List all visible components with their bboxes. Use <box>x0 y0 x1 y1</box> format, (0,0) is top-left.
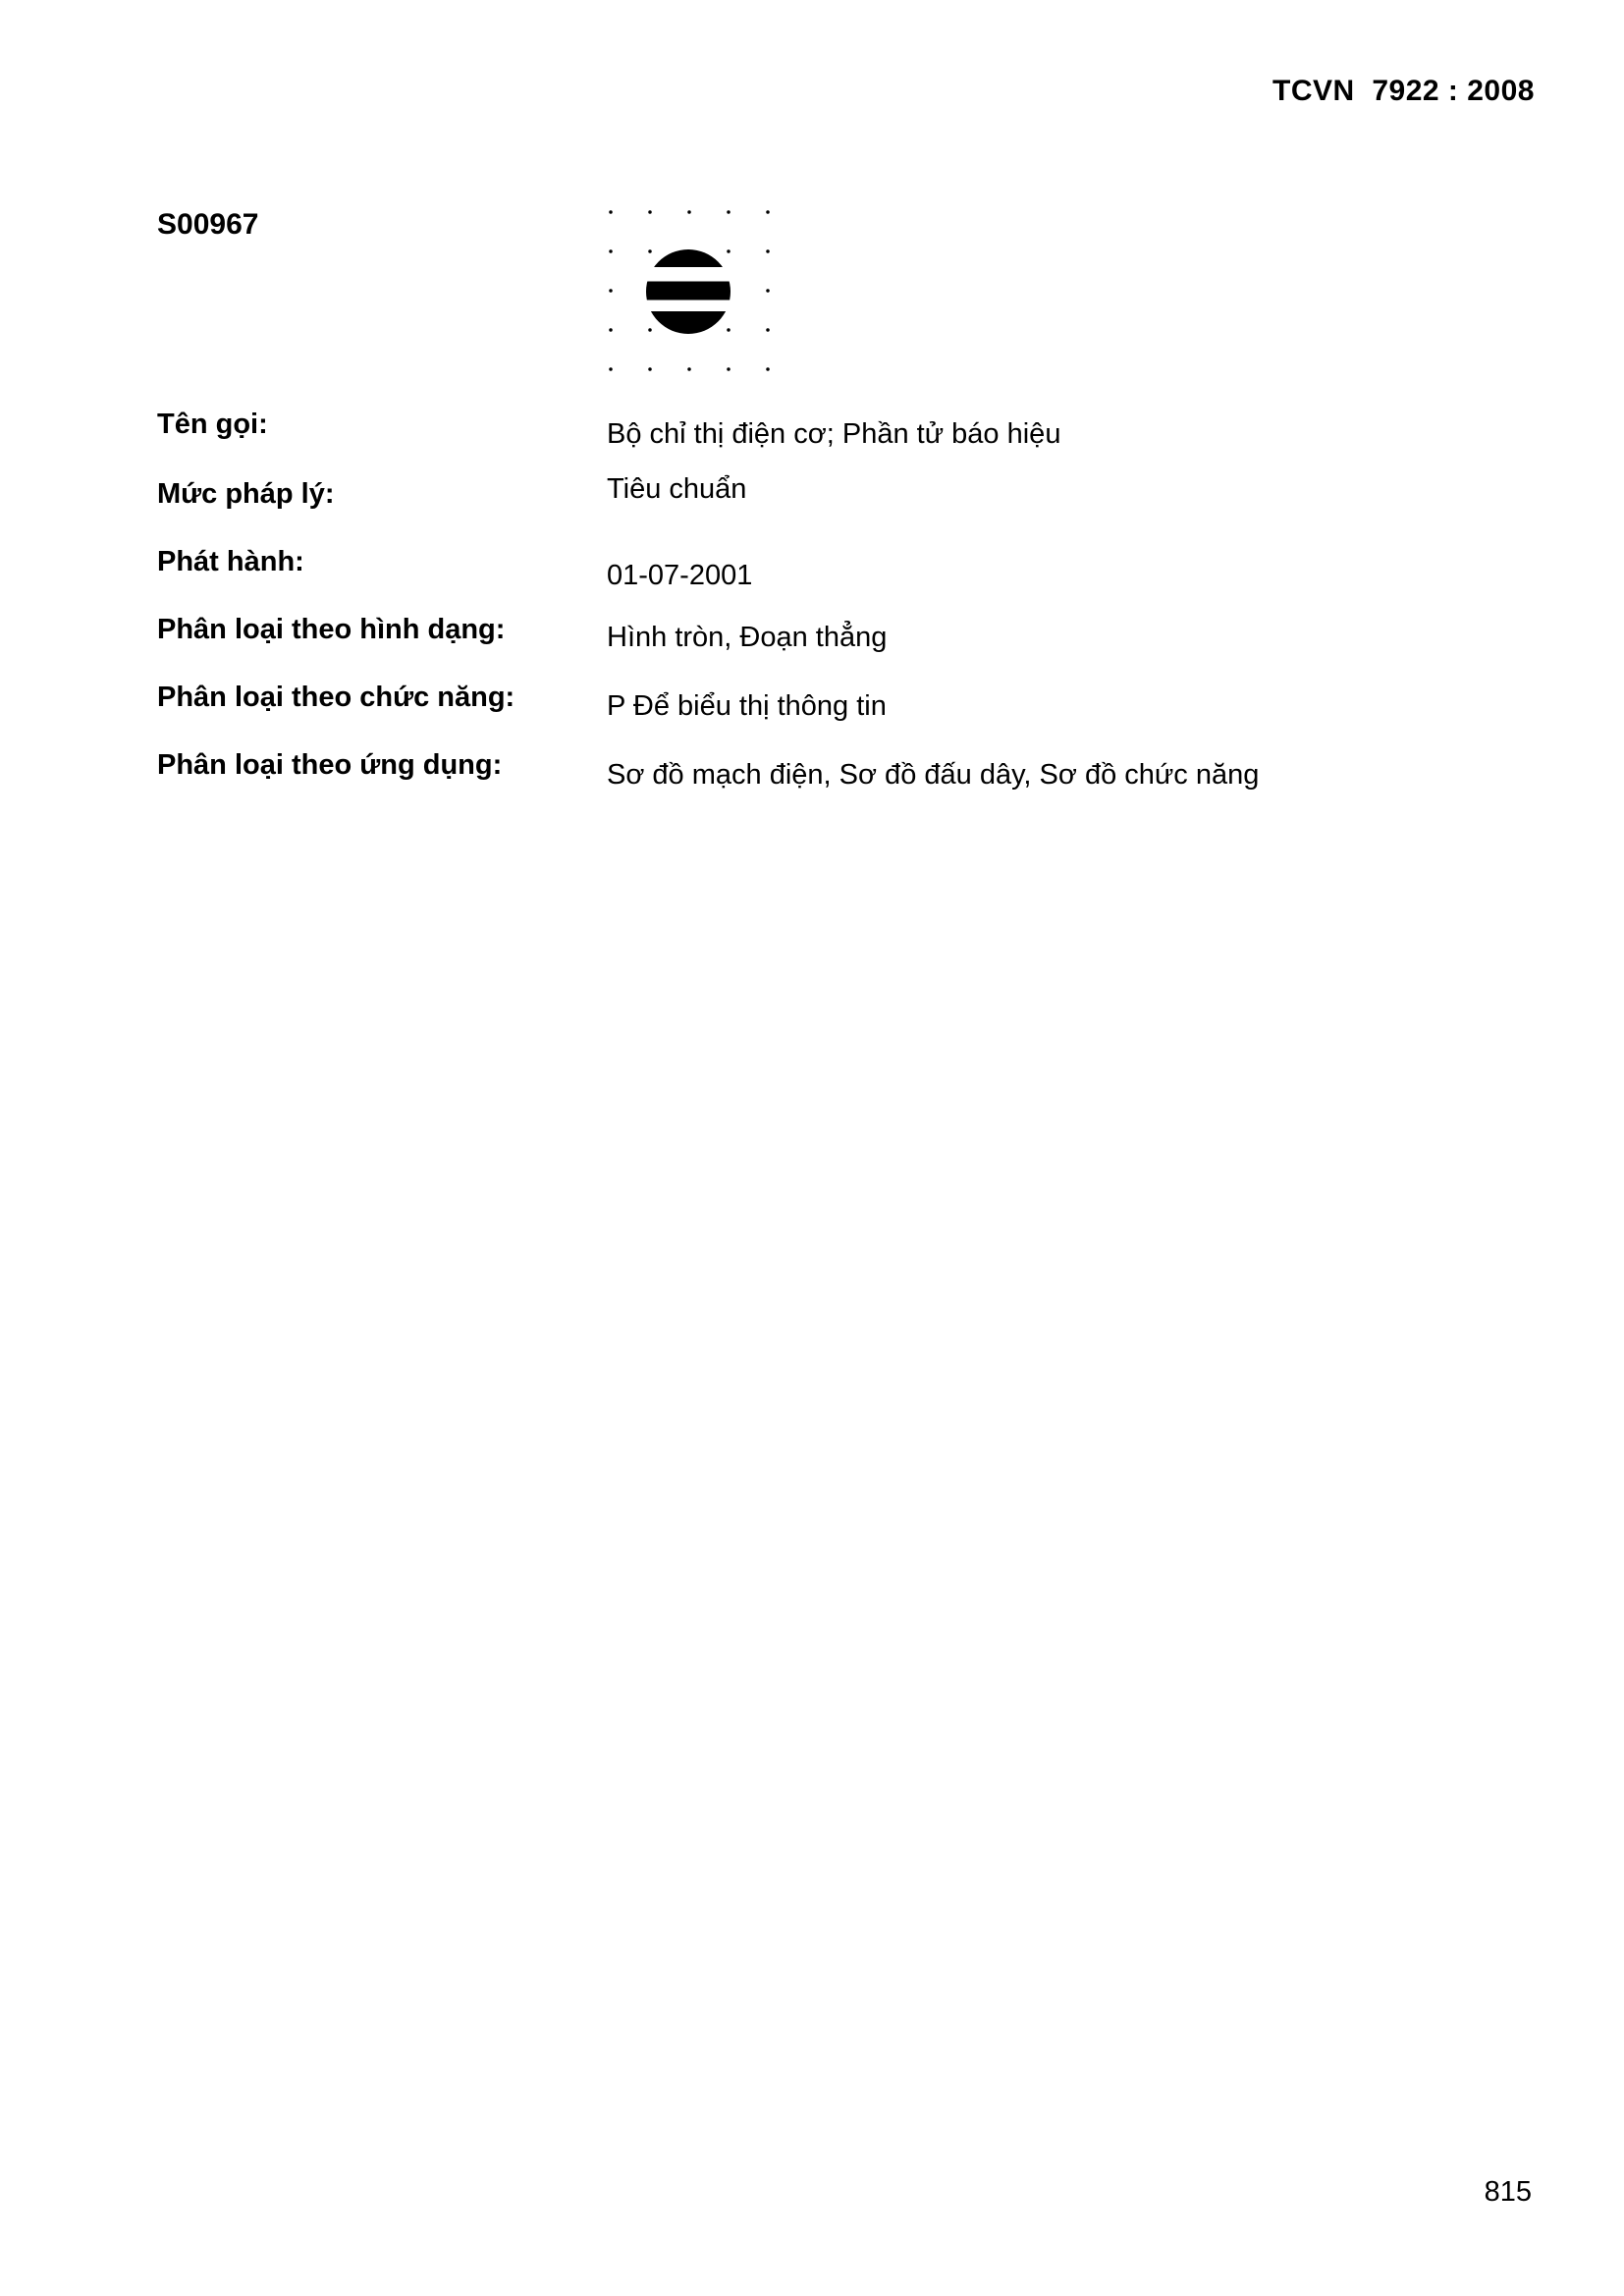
symbol-figure <box>609 210 772 373</box>
field-label: Phân loại theo hình dạng: <box>157 614 506 645</box>
field-row <box>0 409 1624 448</box>
symbol-id: S00967 <box>157 208 259 241</box>
field-value: Sơ đồ mạch điện, Sơ đồ đấu dây, Sơ đồ chức năng <box>607 759 1260 791</box>
field-label: Phân loại theo ứng dụng: <box>157 749 503 781</box>
field-value: Hình tròn, Đoạn thẳng <box>607 622 888 653</box>
field-value: P Để biểu thị thông tin <box>607 690 887 722</box>
field-row <box>0 614 1624 653</box>
page-number: 815 <box>1484 2176 1532 2208</box>
field-row <box>0 473 1624 518</box>
field-row <box>0 682 1624 721</box>
field-label: Mức pháp lý: <box>157 478 335 510</box>
field-row <box>0 546 1624 591</box>
page-title: TCVN 7922 : 2008 <box>1272 75 1535 107</box>
field-label: Phân loại theo chức năng: <box>157 682 515 713</box>
field-value: Tiêu chuẩn <box>607 473 747 505</box>
field-value: 01-07-2001 <box>607 560 753 591</box>
field-label: Tên gọi: <box>157 409 268 440</box>
striped-circle-indicator-icon <box>646 249 731 334</box>
field-row <box>0 749 1624 789</box>
field-value: Bộ chỉ thị điện cơ; Phần tử báo hiệu <box>607 418 1061 450</box>
field-label: Phát hành: <box>157 546 304 577</box>
